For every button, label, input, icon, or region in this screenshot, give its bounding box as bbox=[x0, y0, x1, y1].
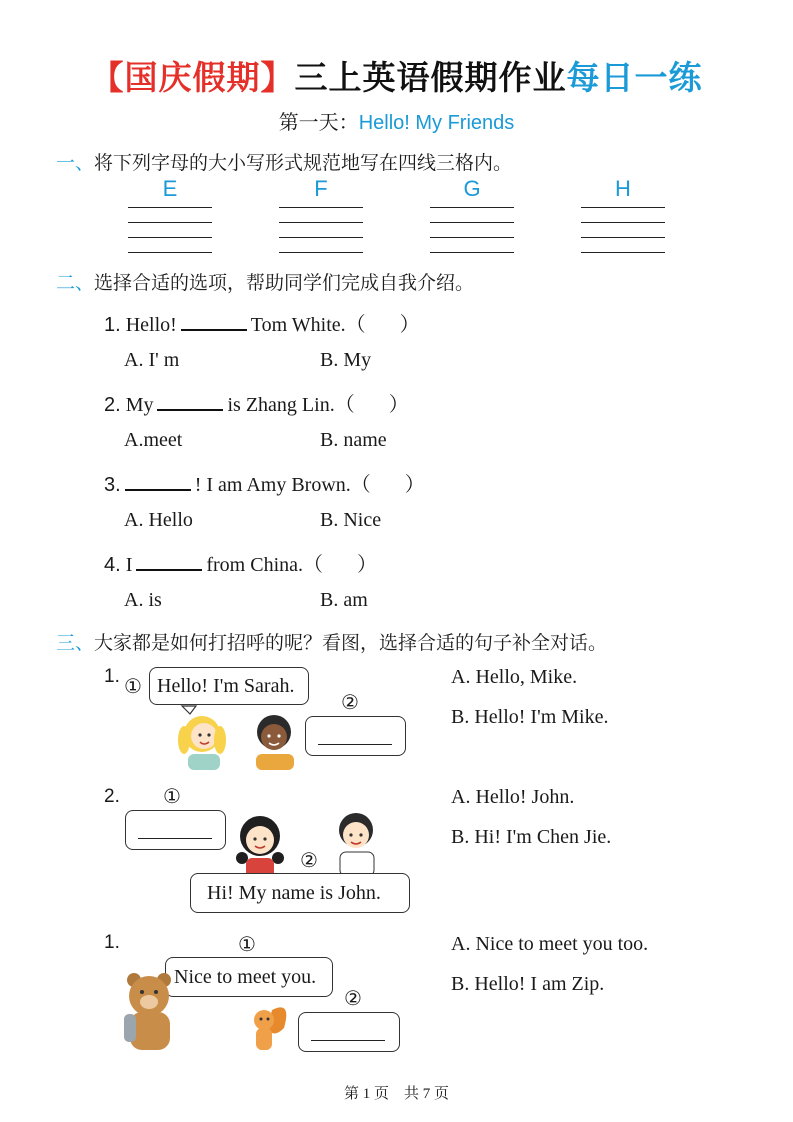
option-b: B. My bbox=[320, 349, 372, 371]
circle-number-1: ① bbox=[238, 932, 256, 956]
subtitle-topic: Hello! My Friends bbox=[358, 112, 515, 134]
option-a: A. Nice to meet you too. bbox=[451, 933, 649, 955]
answer-blank[interactable] bbox=[125, 473, 191, 491]
paren-close: ） bbox=[399, 314, 420, 336]
section3-instruction: 大家都是如何打招呼的呢？看图，选择合适的句子补全对话。 bbox=[94, 632, 608, 654]
speech-bubble bbox=[190, 873, 410, 913]
option-b: B. Hi! I'm Chen Jie. bbox=[451, 826, 612, 848]
question-text: I bbox=[125, 554, 133, 576]
four-line-grid[interactable] bbox=[581, 207, 665, 267]
speech-bubble-answer[interactable] bbox=[305, 716, 406, 756]
question-text: Hello! bbox=[125, 314, 177, 336]
question-2 bbox=[104, 388, 409, 417]
four-line-grid[interactable] bbox=[279, 207, 363, 267]
dialog-number: 2. bbox=[104, 786, 120, 807]
page-footer: 第 1 页 共 7 页 bbox=[343, 1086, 449, 1102]
paren-close: ） bbox=[357, 554, 378, 576]
option-a: A.meet bbox=[124, 429, 183, 451]
title-daily: 每日一练 bbox=[566, 58, 703, 97]
dialog-number: 1. bbox=[104, 932, 120, 953]
circle-number-2: ② bbox=[341, 690, 359, 714]
section2-number: 二、 bbox=[56, 272, 95, 294]
letter-f: F bbox=[314, 176, 328, 201]
four-line-grid[interactable] bbox=[128, 207, 212, 267]
letter-h: H bbox=[615, 176, 631, 201]
dialog-number: 1. bbox=[104, 666, 120, 687]
subtitle-day: 第一天： bbox=[278, 110, 359, 134]
paren-open: （ bbox=[350, 474, 371, 496]
option-a: A. I' m bbox=[124, 349, 180, 371]
paren-open: （ bbox=[345, 314, 366, 336]
question-text: from China. bbox=[206, 554, 304, 576]
circle-number-1: ① bbox=[124, 674, 142, 698]
option-a: A. is bbox=[124, 589, 162, 611]
section1-instruction: 将下列字母的大小写形式规范地写在四线三格内。 bbox=[94, 152, 513, 174]
bubble-text: Hello! I'm Sarah. bbox=[157, 675, 295, 697]
title-holiday-tag: 【国庆假期】 bbox=[90, 58, 295, 97]
paren-close: ） bbox=[388, 394, 409, 416]
bubble-text: Nice to meet you. bbox=[174, 966, 317, 988]
question-text: ! I am Amy Brown. bbox=[194, 474, 351, 496]
option-b: B. am bbox=[320, 589, 368, 611]
option-b: B. name bbox=[320, 429, 387, 451]
page-title bbox=[0, 52, 793, 99]
question-1 bbox=[104, 308, 420, 337]
kids-illustration bbox=[170, 704, 305, 770]
circle-number-2: ② bbox=[344, 986, 362, 1010]
speech-bubble bbox=[149, 667, 309, 705]
option-b: B. Nice bbox=[320, 509, 382, 531]
question-number: 3. bbox=[104, 474, 121, 496]
title-main: 三上英语假期作业 bbox=[294, 58, 567, 97]
letter-g: G bbox=[463, 176, 481, 201]
page-subtitle bbox=[0, 106, 793, 135]
option-b: B. Hello! I am Zip. bbox=[451, 973, 605, 995]
paren-open: （ bbox=[334, 394, 355, 416]
speech-bubble-answer[interactable] bbox=[125, 810, 226, 850]
option-a: A. Hello! John. bbox=[451, 786, 575, 808]
section1-heading bbox=[56, 148, 512, 175]
section3-heading bbox=[56, 628, 607, 655]
bubble-text: Hi! My name is John. bbox=[207, 882, 381, 904]
circle-number-2: ② bbox=[300, 848, 318, 872]
paren-close: ） bbox=[404, 474, 425, 496]
question-text: is Zhang Lin. bbox=[227, 394, 335, 416]
letter-e: E bbox=[162, 176, 178, 201]
question-text: Tom White. bbox=[250, 314, 346, 336]
question-number: 1. bbox=[104, 314, 121, 336]
circle-number-1: ① bbox=[163, 784, 181, 808]
four-line-grid[interactable] bbox=[430, 207, 514, 267]
question-4 bbox=[104, 548, 377, 577]
answer-blank[interactable] bbox=[181, 313, 247, 331]
option-b: B. Hello! I'm Mike. bbox=[451, 706, 609, 728]
answer-blank[interactable] bbox=[136, 553, 202, 571]
option-a: A. Hello bbox=[124, 509, 193, 531]
section3-number: 三、 bbox=[56, 632, 95, 654]
section1-number: 一、 bbox=[56, 152, 95, 174]
animals-illustration bbox=[122, 970, 302, 1054]
speech-bubble-answer[interactable] bbox=[298, 1012, 400, 1052]
question-number: 2. bbox=[104, 394, 121, 416]
section2-instruction: 选择合适的选项，帮助同学们完成自我介绍。 bbox=[94, 272, 475, 294]
question-number: 4. bbox=[104, 554, 121, 576]
question-3 bbox=[104, 468, 425, 497]
question-text: My bbox=[125, 394, 154, 416]
option-a: A. Hello, Mike. bbox=[451, 666, 578, 688]
answer-blank[interactable] bbox=[157, 393, 223, 411]
paren-open: （ bbox=[303, 554, 324, 576]
section2-heading bbox=[56, 268, 474, 295]
